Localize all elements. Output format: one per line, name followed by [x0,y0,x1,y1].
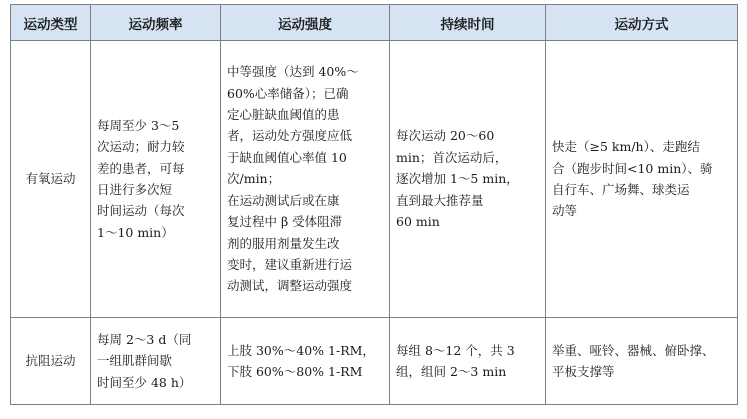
aerobic-frequency-line: 1～10 min） [97,224,174,240]
aerobic-frequency-line: 日进行多次短 [97,182,173,197]
aerobic-method-line: 动等 [552,203,578,219]
header-intensity: 运动强度 [221,5,390,41]
resistance-type-cell: 抗阻运动 [11,318,91,405]
aerobic-intensity-line: 动测试，调整运动强度 [227,278,353,294]
aerobic-frequency-line: 时间运动（每次 [97,203,185,219]
aerobic-frequency-line: 每周至少 3～5 [97,117,180,133]
aerobic-intensity-line: 60%心率储备）；已确 [227,85,349,101]
header-duration: 持续时间 [390,5,546,41]
header-exercise-type: 运动类型 [11,5,91,41]
aerobic-intensity-line: 定心脏缺血阈值的患 [227,107,340,123]
aerobic-method-line: 快走（≥5 km/h）、走跑结 [552,139,700,155]
table-row-resistance [11,318,738,405]
resistance-frequency-line: 时间至少 48 h） [97,374,192,390]
header-frequency: 运动频率 [91,5,221,41]
aerobic-method-cell [546,41,738,318]
aerobic-duration-cell [390,41,546,318]
aerobic-intensity-line: 者，运动处方强度应低 [227,128,353,144]
table-header-row [11,5,738,41]
aerobic-type-cell: 有氧运动 [11,41,91,318]
aerobic-duration-line: 直到最大推荐量 [396,192,484,208]
aerobic-intensity-line: 于缺血阈值心率值 10 [227,149,347,165]
aerobic-intensity-cell [221,41,390,318]
aerobic-intensity-line: 次/min； [227,171,281,187]
aerobic-duration-line: 每次运动 20～60 [396,128,495,144]
resistance-intensity-line: 下肢 60%～80% 1-RM [227,364,363,379]
aerobic-intensity-line: 复过程中 β 受体阻滞 [227,214,343,230]
resistance-frequency-cell [91,318,221,405]
table-row-aerobic [11,41,738,318]
aerobic-duration-line: min；首次运动后， [396,149,508,165]
aerobic-frequency-cell [91,41,221,318]
aerobic-duration-line: 逐次增加 1～5 min， [396,171,519,187]
aerobic-frequency-line: 次运动；耐力较 [97,139,185,155]
header-method: 运动方式 [546,5,738,41]
exercise-prescription-table [10,4,738,405]
resistance-duration-line: 组，组间 2～3 min [396,364,507,379]
aerobic-frequency-line: 差的患者，可每 [97,160,185,176]
aerobic-method-line: 合（跑步时间<10 min）、骑 [552,160,713,176]
aerobic-intensity-line: 在运动测试后或在康 [227,192,340,208]
aerobic-duration-line: 60 min [396,214,440,230]
aerobic-intensity-line: 变时，建议重新进行运 [227,256,353,272]
resistance-frequency-line: 每周 2～3 d（同 [97,331,192,347]
resistance-method-cell [546,318,738,405]
resistance-intensity-line: 上肢 30%～40% 1-RM， [227,342,375,358]
aerobic-intensity-line: 剂的服用剂量发生改 [227,235,340,251]
resistance-method-line: 平板支撑等 [552,364,615,379]
aerobic-method-line: 自行车、广场舞、球类运 [552,182,690,197]
resistance-method-line: 举重、哑铃、器械、俯卧撑、 [552,342,715,358]
aerobic-intensity-line: 中等强度（达到 40%～ [227,64,359,80]
resistance-intensity-cell [221,318,390,405]
resistance-duration-cell [390,318,546,405]
resistance-duration-line: 每组 8～12 个，共 3 [396,342,515,358]
resistance-frequency-line: 一组肌群间歇 [97,353,173,369]
